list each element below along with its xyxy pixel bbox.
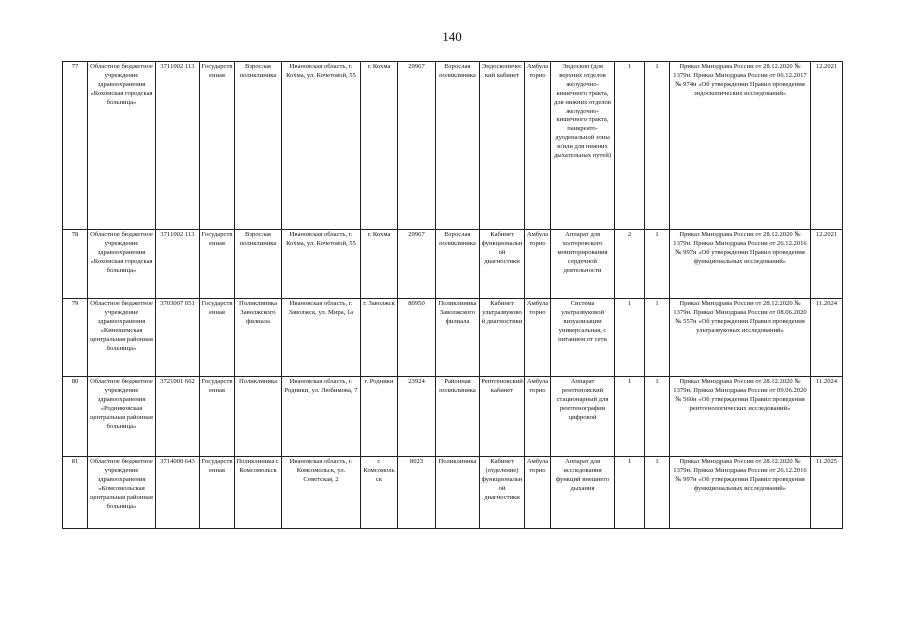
- division-cell: Поликлиника: [235, 377, 282, 457]
- city-cell: г. Заволжск: [361, 299, 398, 377]
- care-type-cell: Амбулаторно: [525, 299, 551, 377]
- city-cell: г. Родники: [361, 377, 398, 457]
- address-cell: Ивановская область, г. Родники, ул. Любимова, 7: [282, 377, 361, 457]
- code-cell: 3721001 662: [156, 377, 200, 457]
- legal-basis-cell: Приказ Минздрава России от 28.12.2020 № 1379н. Приказ Минздрава России от 08.06.2020 № 557н «Об утверждении Правил проведения ультразвуковых исследований»: [670, 299, 811, 377]
- quantity-cell: 1: [615, 457, 645, 529]
- row-number: 79: [63, 299, 88, 377]
- care-type-cell: Амбулаторно: [525, 377, 551, 457]
- code-cell: 3711002 113: [156, 230, 200, 299]
- row-number: 80: [63, 377, 88, 457]
- city-cell: г. Комсомольск: [361, 457, 398, 529]
- code-cell: 3711002 113: [156, 62, 200, 230]
- address-cell: Ивановская область, г. Кохма, ул. Кочетовой, 55: [282, 62, 361, 230]
- room-cell: Рентгеновский кабинет: [480, 377, 525, 457]
- code-cell: 3714000 643: [156, 457, 200, 529]
- organization-cell: Областное бюджетное учреждение здравоохранения «Родниковская центральная районная больница»: [88, 377, 156, 457]
- quantity-cell: 1: [645, 230, 670, 299]
- unit-cell: Поликлиника Заволжского филиала: [436, 299, 480, 377]
- table-row: [63, 299, 843, 377]
- care-type-cell: Амбулаторно: [525, 230, 551, 299]
- date-cell: 11.2024: [811, 299, 843, 377]
- equipment-cell: Аппарат для холтеровского мониторирования сердечной деятельности: [551, 230, 615, 299]
- table-row: [63, 230, 843, 299]
- room-cell: Эндоскопический кабинет: [480, 62, 525, 230]
- equipment-table: [62, 61, 843, 529]
- page-number: 140: [442, 29, 462, 44]
- quantity-cell: 1: [615, 62, 645, 230]
- care-type-cell: Амбулаторно: [525, 62, 551, 230]
- equipment-cell: Эндоскоп (для верхних отделов желудочно-кишечного тракта, для нижних отделов желудочно-кишечного тракта, панкреато-дуоденальной зоны и/или для нижних дыхательных путей): [551, 62, 615, 230]
- address-cell: Ивановская область, г. Кохма, ул. Кочетовой, 55: [282, 230, 361, 299]
- address-cell: Ивановская область, г. Комсомольск, ул. Советская, 2: [282, 457, 361, 529]
- postal-cell: 23924: [398, 377, 436, 457]
- ownership-cell: Государственная: [200, 62, 235, 230]
- address-cell: Ивановская область, г. Заволжск, ул. Мира, 1а: [282, 299, 361, 377]
- city-cell: г. Кохма: [361, 230, 398, 299]
- division-cell: Взрослая поликлиника: [235, 62, 282, 230]
- date-cell: 12.2021: [811, 62, 843, 230]
- care-type-cell: Амбулаторно: [525, 457, 551, 529]
- equipment-cell: Аппарат рентгеновский стационарный для рентгенографии цифровой: [551, 377, 615, 457]
- unit-cell: Взрослая поликлиника: [436, 230, 480, 299]
- ownership-cell: Государственная: [200, 457, 235, 529]
- date-cell: 11.2025: [811, 457, 843, 529]
- division-cell: Поликлиника г. Комсомольск: [235, 457, 282, 529]
- quantity-cell: 1: [615, 377, 645, 457]
- row-number: 78: [63, 230, 88, 299]
- ownership-cell: Государственная: [200, 299, 235, 377]
- organization-cell: Областное бюджетное учреждение здравоохранения «Кинешемская центральная районная больница»: [88, 299, 156, 377]
- organization-cell: Областное бюджетное учреждение здравоохранения «Кохомская городская больница»: [88, 230, 156, 299]
- division-cell: Поликлиника Заволжского филиала: [235, 299, 282, 377]
- quantity-cell: 2: [615, 230, 645, 299]
- unit-cell: Районная поликлиника: [436, 377, 480, 457]
- equipment-cell: Аппарат для исследования функций внешнего дыхания: [551, 457, 615, 529]
- quantity-cell: 1: [615, 299, 645, 377]
- unit-cell: Поликлиника: [436, 457, 480, 529]
- postal-cell: 29967: [398, 230, 436, 299]
- legal-basis-cell: Приказ Минздрава России от 28.12.2020 № 1379н. Приказ Минздрава России от 06.12.2017 № 974н «Об утверждении Правил проведения эндоскопических исследований»: [670, 62, 811, 230]
- room-cell: Кабинет (отделение) функциональной диагностики: [480, 457, 525, 529]
- code-cell: 3703007 051: [156, 299, 200, 377]
- legal-basis-cell: Приказ Минздрава России от 28.12.2020 № 1379н. Приказ Минздрава России от 26.12.2016 № 997н «Об утверждении Правил проведения функциональных исследований»: [670, 457, 811, 529]
- table-row: [63, 457, 843, 529]
- legal-basis-cell: Приказ Минздрава России от 28.12.2020 № 1379н. Приказ Минздрава России от 09.06.2020 № 560н «Об утверждении Правил проведения рентгенологических исследований»: [670, 377, 811, 457]
- quantity-cell: 1: [645, 457, 670, 529]
- postal-cell: 29967: [398, 62, 436, 230]
- row-number: 81: [63, 457, 88, 529]
- organization-cell: Областное бюджетное учреждение здравоохранения «Комсомольская центральная районная больница»: [88, 457, 156, 529]
- postal-cell: 8023: [398, 457, 436, 529]
- quantity-cell: 1: [645, 377, 670, 457]
- table-row: [63, 62, 843, 230]
- equipment-cell: Система ультразвуковой визуализации универсальная, с питанием от сети: [551, 299, 615, 377]
- organization-cell: Областное бюджетное учреждение здравоохранения «Кохомская городская больница»: [88, 62, 156, 230]
- date-cell: 12.2021: [811, 230, 843, 299]
- quantity-cell: 1: [645, 62, 670, 230]
- unit-cell: Взрослая поликлиника: [436, 62, 480, 230]
- quantity-cell: 1: [645, 299, 670, 377]
- room-cell: Кабинет функциональной диагностики: [480, 230, 525, 299]
- ownership-cell: Государственная: [200, 377, 235, 457]
- postal-cell: 80950: [398, 299, 436, 377]
- room-cell: Кабинет ультразвуковой диагностики: [480, 299, 525, 377]
- ownership-cell: Государственная: [200, 230, 235, 299]
- city-cell: г. Кохма: [361, 62, 398, 230]
- legal-basis-cell: Приказ Минздрава России от 28.12.2020 № 1379н. Приказ Минздрава России от 26.12.2016 № 997н «Об утверждении Правил проведения функциональных исследований»: [670, 230, 811, 299]
- row-number: 77: [63, 62, 88, 230]
- table-row: [63, 377, 843, 457]
- date-cell: 11.2024: [811, 377, 843, 457]
- division-cell: Взрослая поликлиника: [235, 230, 282, 299]
